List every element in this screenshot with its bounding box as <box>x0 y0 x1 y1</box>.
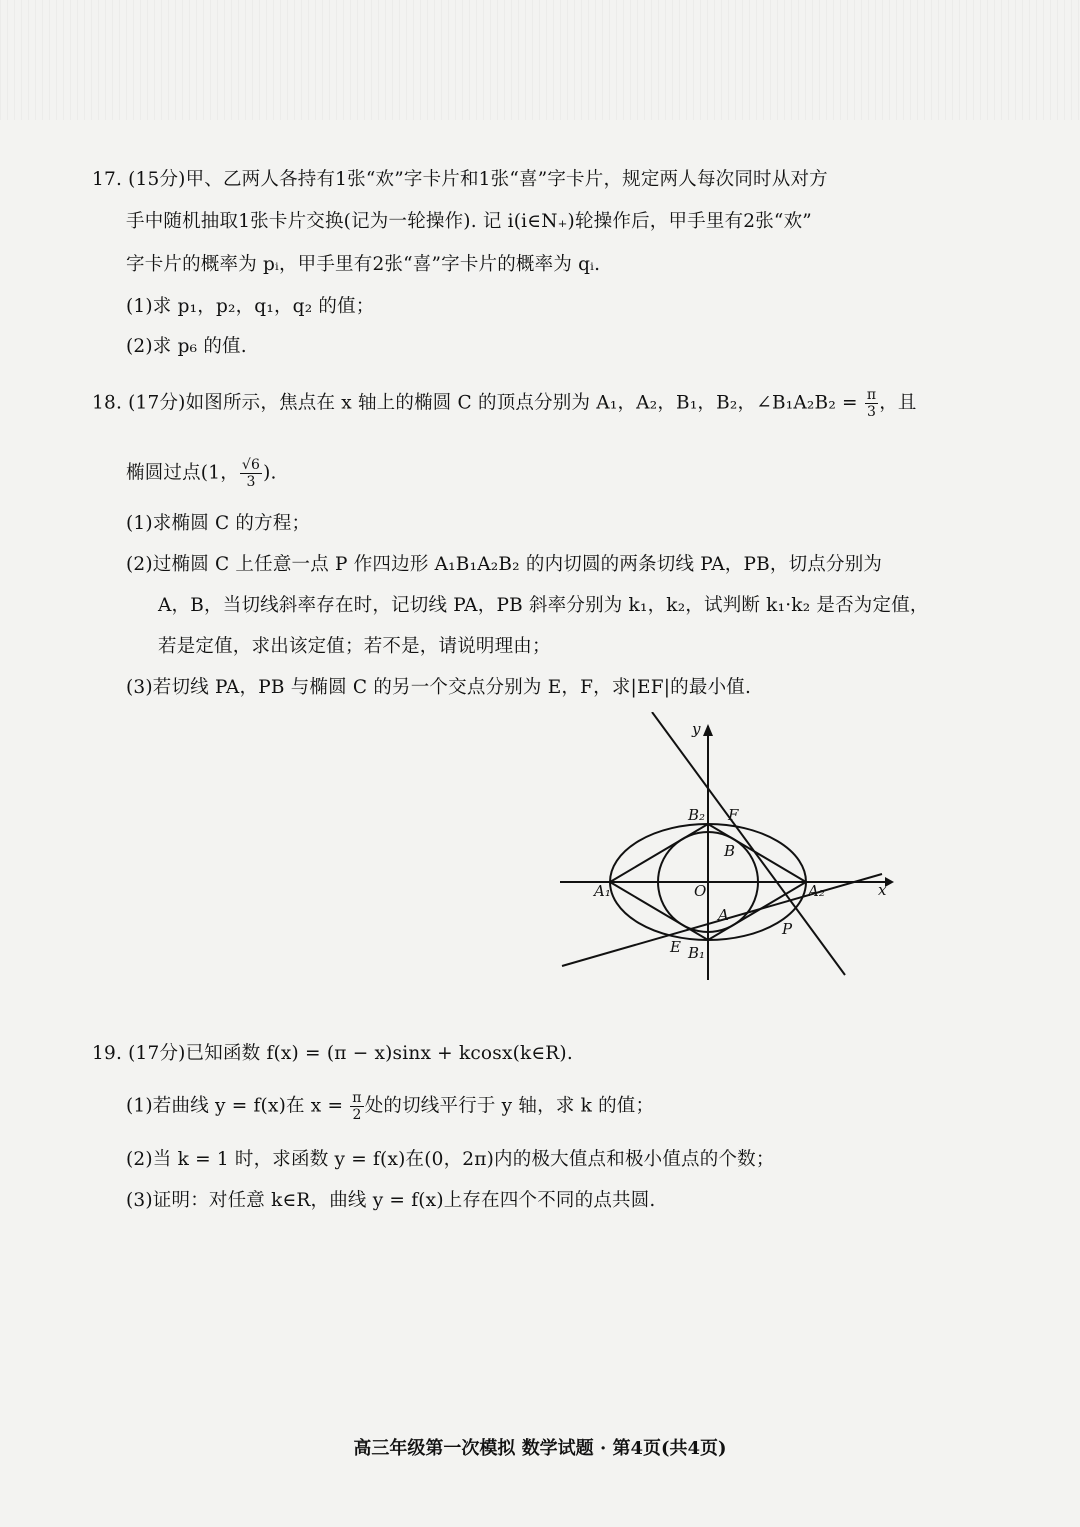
label-x: x <box>878 881 887 899</box>
q18-frac2-den: 3 <box>246 474 256 490</box>
label-origin: O <box>694 882 707 900</box>
q18-frac1-den: 3 <box>866 404 877 420</box>
page-footer: 高三年级第一次模拟 数学试题 · 第4页(共4页) <box>353 1438 727 1459</box>
q18-sub-2-line-3: 若是定值，求出该定值；若不是，请说明理由； <box>158 636 551 657</box>
scan-noise <box>0 0 1080 120</box>
q18-line-2-a: 椭圆过点(1， <box>126 462 239 484</box>
q18-sub-2-line-1: (2)过椭圆 C 上任意一点 P 作四边形 A₁B₁A₂B₂ 的内切圆的两条切线 PA，PB，切点分别为 <box>126 554 883 575</box>
q17-sub-2: (2)求 p₆ 的值. <box>126 336 247 357</box>
label-b2: B₂ <box>688 806 706 824</box>
label-b: B <box>724 842 736 860</box>
q19-frac-pi-over-2 <box>350 1090 363 1123</box>
label-a2: A₂ <box>808 882 825 900</box>
q17-line-2: 手中随机抽取1张卡片交换(记为一轮操作). 记 i(i∈N₊)轮操作后，甲手里有2张“欢” <box>126 211 812 232</box>
q17-line-1: 17. (15分)甲、乙两人各持有1张“欢”字卡片和1张“喜”字卡片，规定两人每次同时从对方 <box>92 169 828 190</box>
q18-sub-3: (3)若切线 PA，PB 与椭圆 C 的另一个交点分别为 E，F，求|EF|的最小值. <box>126 677 752 698</box>
q18-line-2-b: ). <box>263 462 277 484</box>
q19-sub-3: (3)证明：对任意 k∈R，曲线 y = f(x)上存在四个不同的点共圆. <box>126 1190 656 1211</box>
label-e: E <box>670 938 681 956</box>
q18-frac-sqrt6-over-3 <box>240 457 262 490</box>
label-a1: A₁ <box>594 882 611 900</box>
q17-sub-1: (1)求 p₁，p₂，q₁，q₂ 的值； <box>126 296 375 317</box>
q19-sub-2: (2)当 k = 1 时，求函数 y = f(x)在(0，2π)内的极大值点和极小值点的个数； <box>126 1149 775 1170</box>
ellipse-figure <box>560 712 900 992</box>
y-axis-arrow <box>703 724 713 736</box>
label-b1: B₁ <box>688 944 706 962</box>
q19-line-1: 19. (17分)已知函数 f(x) = (π − x)sinx + kcosx(k∈R). <box>92 1043 573 1064</box>
q19-sub-1 <box>126 1090 654 1123</box>
q19-frac-num: π <box>352 1090 362 1106</box>
q18-sub-2-line-2: A，B，当切线斜率存在时，记切线 PA，PB 斜率分别为 k₁，k₂，试判断 k₁·k₂ 是否为定值， <box>158 595 929 616</box>
label-p: P <box>782 920 793 938</box>
q18-line-2 <box>126 457 277 490</box>
label-a: A <box>718 906 729 924</box>
q18-line-1-a: 18. (17分)如图所示，焦点在 x 轴上的椭圆 C 的顶点分别为 A₁，A₂，B₁，B₂，∠B₁A₂B₂ = <box>92 392 864 414</box>
q19-sub-1-a: (1)若曲线 y = f(x)在 x = <box>126 1095 350 1117</box>
q18-frac1-num: π <box>866 387 877 403</box>
q18-sub-1: (1)求椭圆 C 的方程； <box>126 513 311 534</box>
q17-line-3: 字卡片的概率为 pᵢ，甲手里有2张“喜”字卡片的概率为 qᵢ. <box>126 254 601 275</box>
q19-frac-den: 2 <box>352 1107 362 1123</box>
q19-sub-1-b: 处的切线平行于 y 轴，求 k 的值； <box>364 1095 655 1117</box>
q18-frac-pi-over-3 <box>865 387 878 420</box>
label-y: y <box>692 720 701 738</box>
q18-line-1 <box>92 387 917 420</box>
q18-frac2-num: √6 <box>241 457 261 473</box>
label-f: F <box>728 806 739 824</box>
q18-line-1-b: ，且 <box>879 392 917 414</box>
